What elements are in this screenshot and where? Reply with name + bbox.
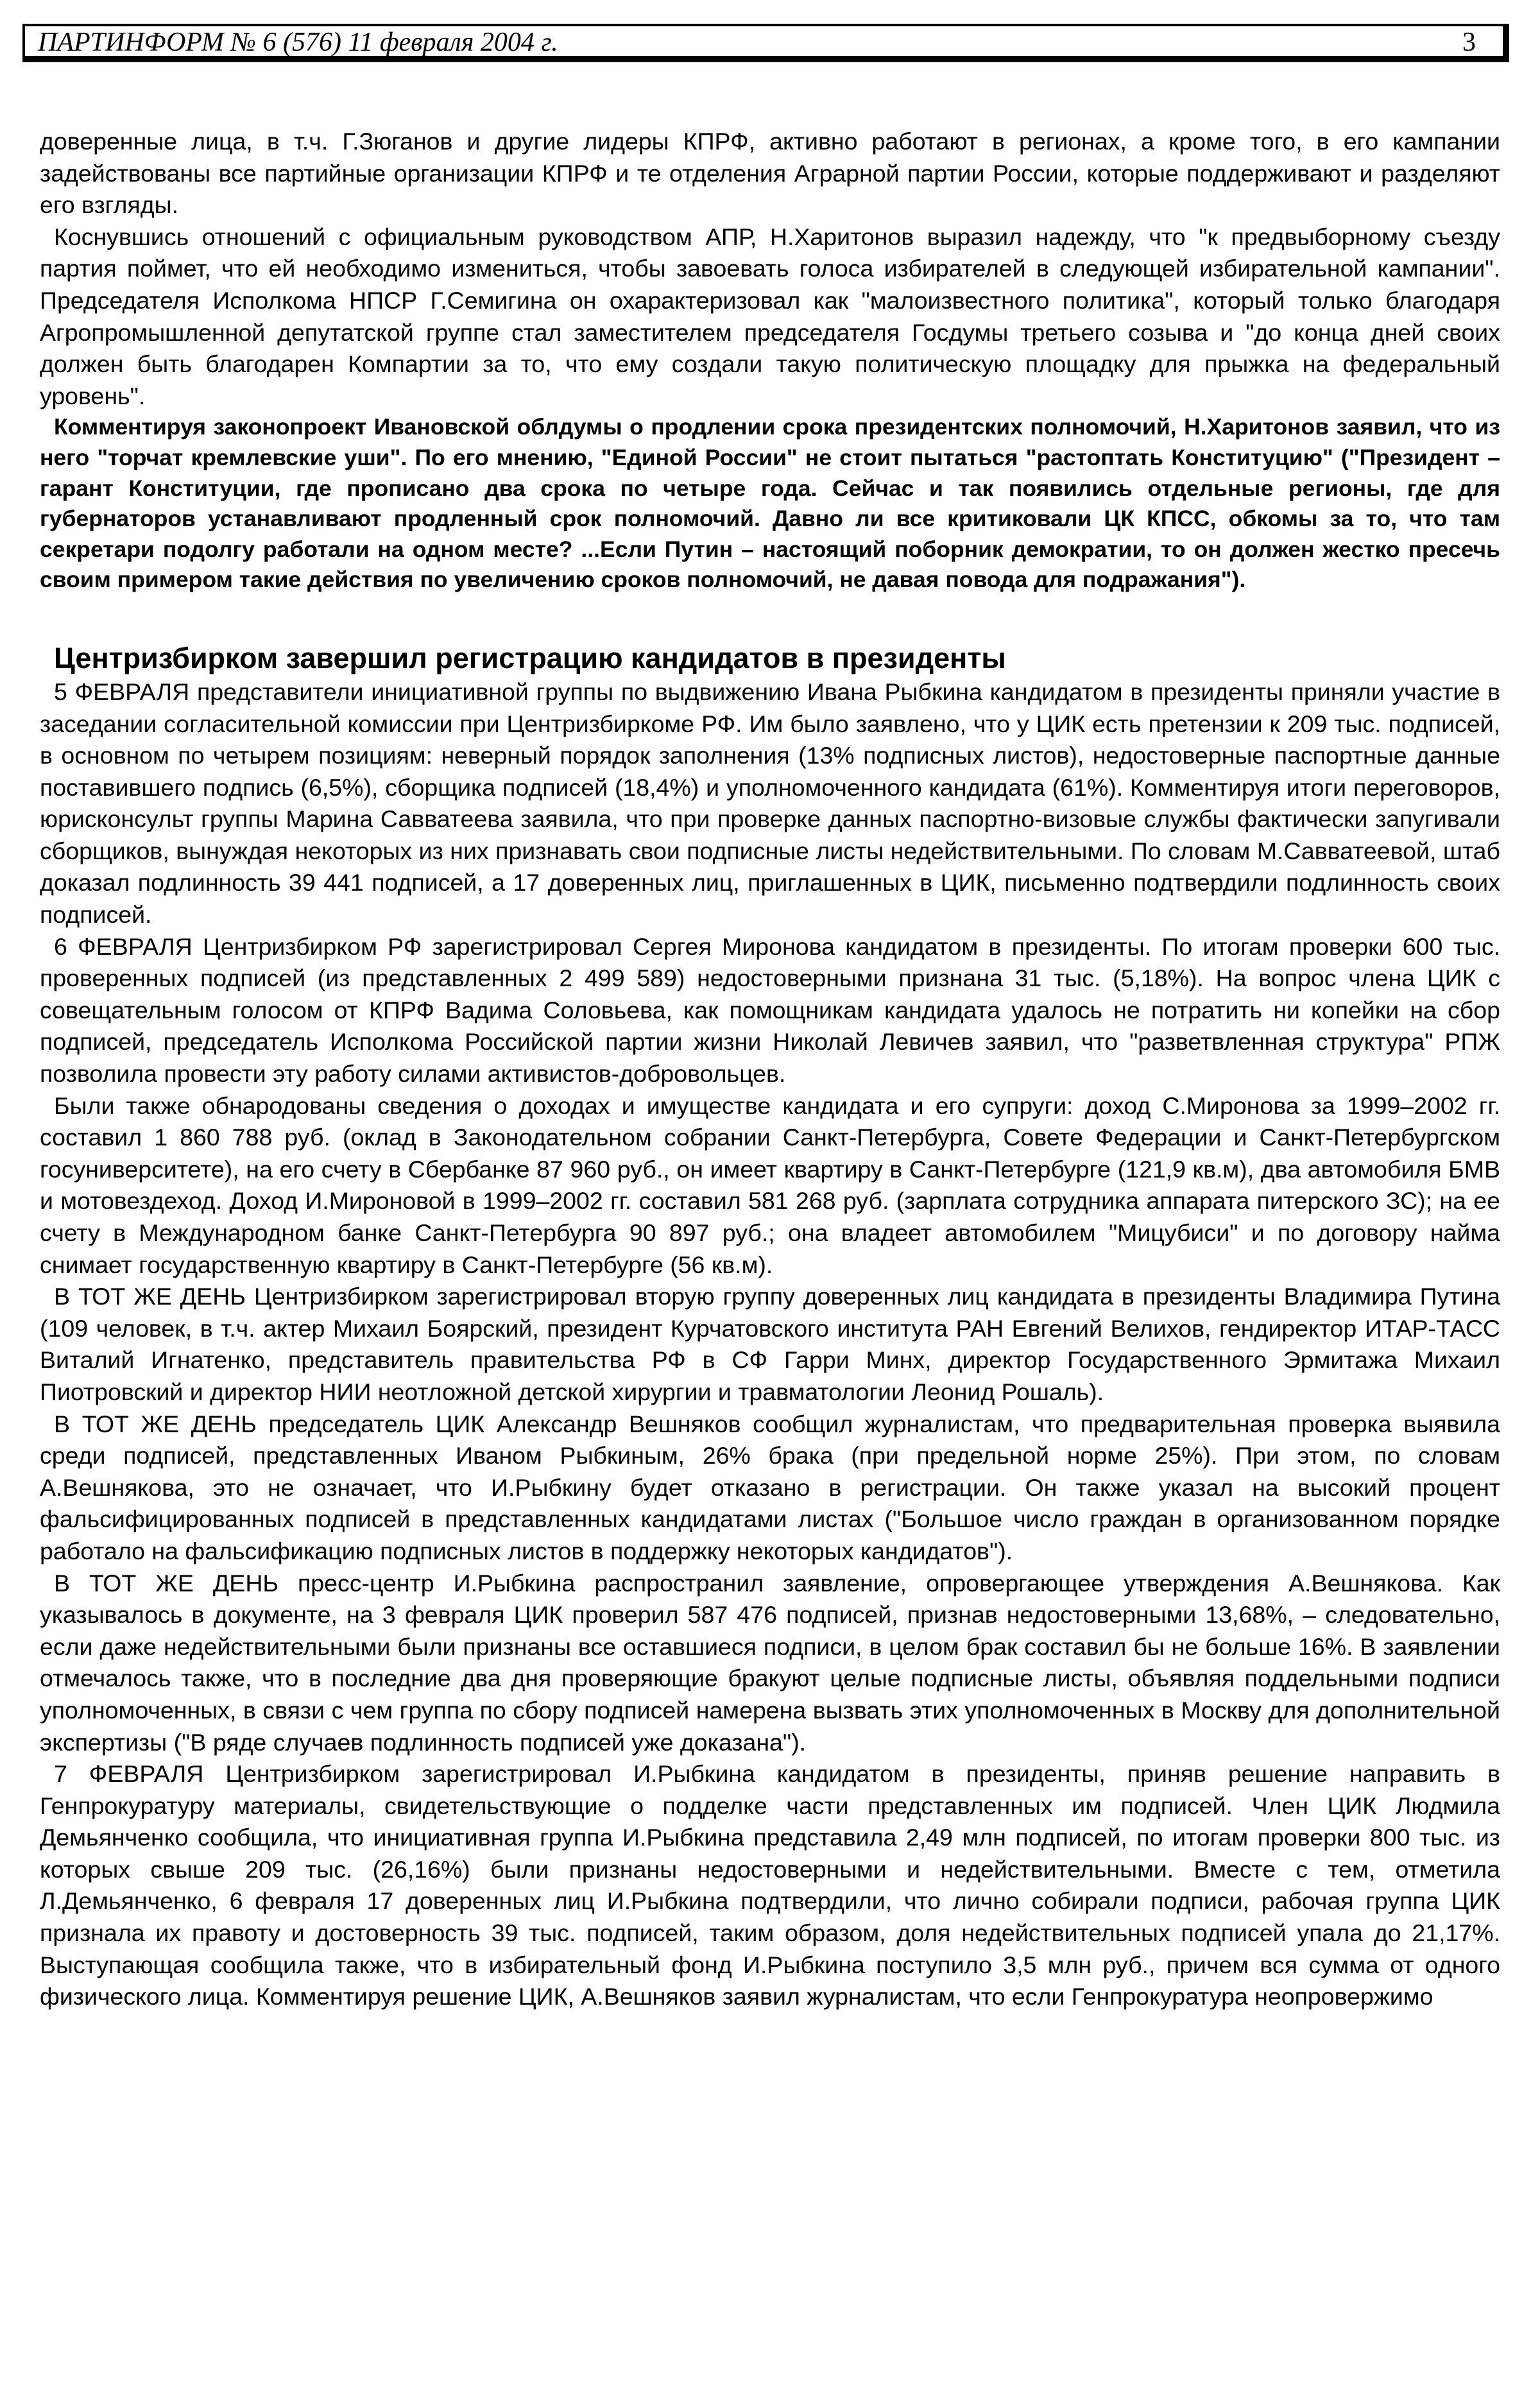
intro-paragraph-1: доверенные лица, в т.ч. Г.Зюганов и другие лидеры КПРФ, активно работают в регионах, а кроме того, в его кампании задействованы все партийные организации КПРФ и те отделения Аграрной партии России, которые поддерживают и разделяют его взгляды. [40,128,1500,219]
page-number: 3 [1462,28,1476,57]
article-paragraph: В ТОТ ЖЕ ДЕНЬ Центризбирком зарегистрировал вторую группу доверенных лиц кандидата в президенты Владимира Путина (109 человек, в т.ч. актер Михаил Боярский, президент Курчатовского института РАН Евгений Велихов, гендиректор ИТАР-ТАСС Виталий Игнатенко, представитель правительства РФ в СФ Гарри Минх, директор Государственного Эрмитажа Михаил Пиотровский и директор НИИ неотложной детской хирургии и травматологии Леонид Рошаль). [40,1283,1500,1405]
article-paragraph: 7 ФЕВРАЛЯ Центризбирком зарегистрировал И.Рыбкина кандидатом в президенты, приняв решение направить в Генпрокуратуру материалы, свидетельствующие о подделке части представленных им подписей. Член ЦИК Людмила Демьянченко сообщила, что инициативная группа И.Рыбкина представила 2,49 млн подписей, по итогам проверки 800 тыс. из которых свыше 209 тыс. (26,16%) были признаны недостоверными и недействительными. Вместе с тем, отметила Л.Демьянченко, 6 февраля 17 доверенных лиц И.Рыбкина подтвердили, что лично собирали подписи, рабочая группа ЦИК признала их правоту и достоверность 39 тыс. подписей, таким образом, доля недействительных подписей упала до 21,17%. Выступающая сообщила также, что в избирательный фонд И.Рыбкина поступило 3,5 млн руб., причем вся сумма от одного физического лица. Комментируя решение ЦИК, А.Вешняков заявил журналистам, что если Генпрокуратура неопровержимо [40,1760,1500,2010]
intro-bold-paragraph: Комментируя законопроект Ивановской облдумы о продлении срока президентских полномочий, Н.Харитонов заявил, что из него "торчат кремлевские уши". По его мнению, "Единой России" не стоит пытаться "растоптать Конституцию" ("Президент – гарант Конституции, где прописано два срока по четыре года. Сейчас и так появились отдельные регионы, где для губернаторов устанавливают продленный срок полномочий. Давно ли все критиковали ЦК КПСС, обкомы за то, что там секретари подолгу работали на одном месте? ...Если Путин – настоящий поборник демократии, то он должен жестко пресечь своим примером такие действия по увеличению сроков полномочий, не давая повода для подражания"). [40,414,1500,593]
page-header [22,24,1509,62]
article-paragraph: 5 ФЕВРАЛЯ представители инициативной группы по выдвижению Ивана Рыбкина кандидатом в президенты приняли участие в заседании согласительной комиссии при Центризбиркоме РФ. Им было заявлено, что у ЦИК есть претензии к 209 тыс. подписей, в основном по четырем позициям: неверный порядок заполнения (13% подписных листов), недостоверные паспортные данные поставившего подпись (6,5%), сборщика подписей (18,4%) и уполномоченного кандидата (61%). Комментируя итоги переговоров, юрисконсульт группы Марина Савватеева заявила, что при проверке данных паспортно-визовые службы фактически запугивали сборщиков, вынуждая некоторых из них признавать свои подписные листы недействительными. По словам М.Савватеевой, штаб доказал подлинность 39 441 подписей, а 17 доверенных лиц, приглашенных в ЦИК, письменно подтвердили подлинность своих подписей. [40,678,1500,929]
article-heading: Центризбирком завершил регистрацию кандидатов в президенты [54,641,1006,674]
article-paragraph: В ТОТ ЖЕ ДЕНЬ пресс-центр И.Рыбкина распространил заявление, опровергающее утверждения А.Вешнякова. Как указывалось в документе, на 3 февраля ЦИК проверил 587 476 подписей, признав недостоверными 13,68%, – следовательно, если даже недействительными были признаны все оставшиеся подписи, в целом брак составил бы не больше 16%. В заявлении отмечалось также, что в последние два дня проверяющие бракуют целые подписные листы, объявляя поддельными подписи уполномоченных, в связи с чем группа по сбору подписей намерена вызвать этих уполномоченных в Москву для дополнительной экспертизы ("В ряде случаев подлинность подписей уже доказана"). [40,1569,1500,1756]
article-paragraph: 6 ФЕВРАЛЯ Центризбирком РФ зарегистрировал Сергея Миронова кандидатом в президенты. По итогам проверки 600 тыс. проверенных подписей (из представленных 2 499 589) недостоверными признана 31 тыс. (5,18%). На вопрос члена ЦИК с совещательным голосом от КПРФ Вадима Соловьева, как помощникам кандидата удалось не потратить ни копейки на сбор подписей, председатель Исполкома Российской партии жизни Николай Левичев заявил, что "разветвленная структура" РПЖ позволила провести эту работу силами активистов-добровольцев. [40,932,1500,1088]
publication-title: ПАРТИНФОРМ № 6 (576) 11 февраля 2004 г. [38,28,558,57]
article-paragraph: В ТОТ ЖЕ ДЕНЬ председатель ЦИК Александр Вешняков сообщил журналистам, что предварительная проверка выявила среди подписей, представленных Иваном Рыбкиным, 26% брака (при предельной норме 25%). При этом, по словам А.Вешнякова, это не означает, что И.Рыбкину будет отказано в регистрации. Он также указал на высокий процент фальсифицированных подписей в представленных кандидатами листах ("Большое число граждан в организованном порядке работало на фальсификацию подписных листов в поддержку некоторых кандидатов"). [40,1410,1500,1564]
article-body [40,126,1500,2013]
article-paragraph: Были также обнародованы сведения о доходах и имуществе кандидата и его супруги: доход С.Миронова за 1999–2002 гг. составил 1 860 788 руб. (оклад в Законодательном собрании Санкт-Петербурга, Совете Федерации и Санкт-Петербургском госуниверситете), на его счету в Сбербанке 87 960 руб., он имеет квартиру в Санкт-Петербурге (121,9 кв.м), два автомобиля БМВ и мотовездеход. Доход И.Мироновой в 1999–2002 гг. составил 581 268 руб. (зарплата сотрудника аппарата питерского ЗС); на ее счету в Международном банке Санкт-Петербурга 90 897 руб.; она владеет автомобилем "Мицубиси" и по договору найма снимает государственную квартиру в Санкт-Петербурге (56 кв.м). [40,1092,1500,1278]
intro-paragraph-2: Коснувшись отношений с официальным руководством АПР, Н.Харитонов выразил надежду, что "к предвыборному съезду партия поймет, что ей необходимо измениться, чтобы завоевать голоса избирателей в следующей избирательной кампании". Председателя Исполкома НПСР Г.Семигина он охарактеризовал как "малоизвестного политика", который только благодаря Агропромышленной депутатской группе стал заместителем председателя Госдумы третьего созыва и "до конца дней своих должен быть благодарен Компартии за то, что ему создали такую политическую площадку для прыжка на федеральный уровень". [40,223,1500,409]
